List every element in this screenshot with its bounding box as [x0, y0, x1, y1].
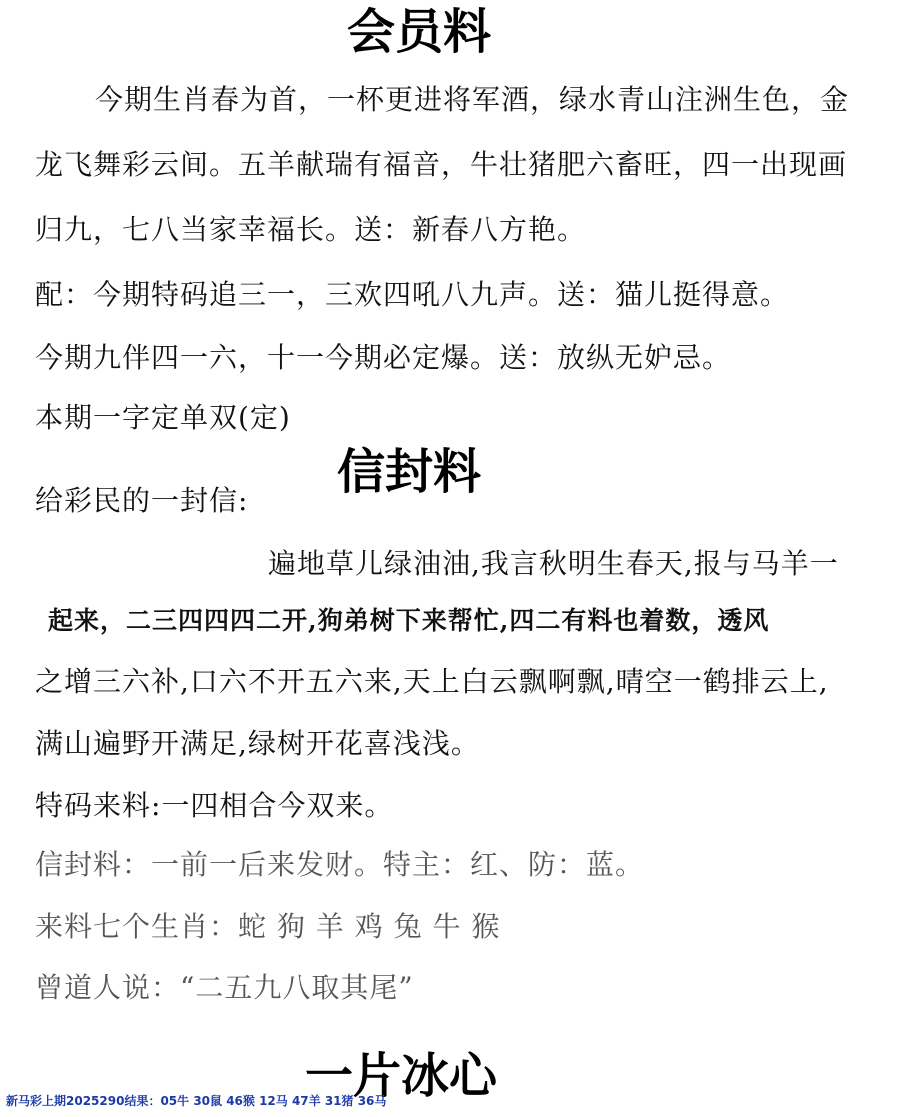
member-line-2: 龙飞舞彩云间。五羊献瑞有福音，牛壮猪肥六畜旺，四一出现画 — [35, 148, 848, 181]
member-section-title: 会员料 — [347, 4, 492, 60]
letter-line-5: 特码来料:一四相合今双来。 — [35, 789, 394, 822]
letter-line-4: 满山遍野开满足,绿树开花喜浅浅。 — [35, 727, 480, 760]
member-line-3: 归九，七八当家幸福长。送：新春八方艳。 — [35, 213, 587, 246]
letter-line-7: 来料七个生肖：蛇 狗 羊 鸡 兔 牛 猴 — [35, 910, 501, 943]
previous-results-footer: 新马彩上期2025290结果：05牛 30鼠 46猴 12马 47羊 31猪 36马 — [6, 1094, 387, 1108]
letter-section-title: 信封料 — [337, 444, 482, 500]
letter-line-8: 曾道人说：“二五九八取其尾” — [35, 971, 414, 1004]
letter-line-3: 之增三六补,口六不开五六来,天上白云飘啊飘,晴空一鹤排云上, — [35, 665, 829, 698]
member-line-4: 配：今期特码追三一，三欢四吼八九声。送：猫儿挺得意。 — [35, 278, 790, 311]
letter-greeting: 给彩民的一封信: — [35, 484, 249, 517]
member-line-5: 今期九伴四一六，十一今期必定爆。送：放纵无妒忌。 — [35, 341, 732, 374]
next-section-title: 一片冰心 — [305, 1048, 498, 1104]
member-line-6: 本期一字定单双(定) — [35, 401, 291, 434]
letter-line-2: 起来，二三四四四二开,狗弟树下来帮忙,四二有料也着数，透风 — [48, 606, 770, 635]
member-line-1: 今期生肖春为首，一杯更进将军酒，绿水青山注洲生色，金 — [95, 83, 850, 116]
letter-line-6: 信封料：一前一后来发财。特主：红、防：蓝。 — [35, 848, 645, 881]
letter-line-1: 遍地草儿绿油油,我言秋明生春天,报与马羊一 — [268, 547, 839, 580]
